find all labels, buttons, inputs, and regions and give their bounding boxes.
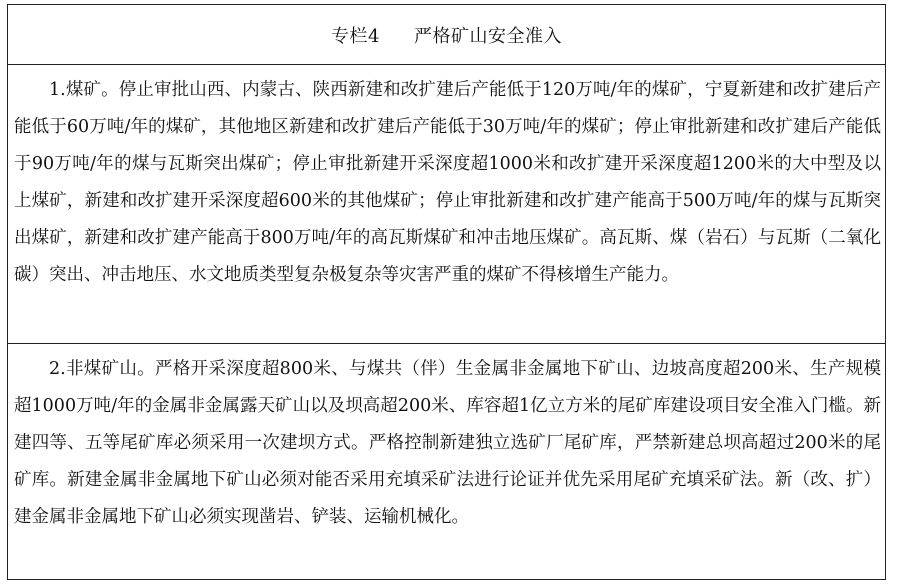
- section-coal-mines: 1.煤矿。停止审批山西、内蒙古、陕西新建和改扩建后产能低于120万吨/年的煤矿，宁夏新建和改扩建后产能低于60万吨/年的煤矿，其他地区新建和改扩建后产能低于30万吨/年的煤矿；停止审批新建和改扩建后产能低于90万吨/年的煤与瓦斯突出煤矿；停止审批新建开采深度超1000米和改扩建开采深度超1200米的大中型及以上煤矿，新建和改扩建开采深度超600米的其他煤矿；停止审批新建和改扩建产能高于500万吨/年的煤与瓦斯突出煤矿，新建和改扩建产能高于800万吨/年的高瓦斯煤矿和冲击地压煤矿。高瓦斯、煤（岩石）与瓦斯（二氧化碳）突出、冲击地压、水文地质类型复杂极复杂等灾害严重的煤矿不得核增生产能力。: [8, 72, 885, 344]
- section-non-coal-mines: 2.非煤矿山。严格开采深度超800米、与煤共（伴）生金属非金属地下矿山、边坡高度超200米、生产规模超1000万吨/年的金属非金属露天矿山以及坝高超200米、库容超1亿立方米的尾矿库建设项目安全准入门槛。新建四等、五等尾矿库必须采用一次建坝方式。严格控制新建独立选矿厂尾矿库，严禁新建总坝高超过200米的尾矿库。新建金属非金属地下矿山必须对能否采用充填采矿法进行论证并优先采用尾矿充填采矿法。新（改、扩）建金属非金属地下矿山必须实现凿岩、铲装、运输机械化。: [14, 359, 881, 527]
- box-title-text: 严格矿山安全准入: [413, 25, 562, 47]
- policy-box: [7, 4, 886, 580]
- box-title-label: 专栏4: [331, 25, 380, 47]
- box-title: [8, 5, 885, 65]
